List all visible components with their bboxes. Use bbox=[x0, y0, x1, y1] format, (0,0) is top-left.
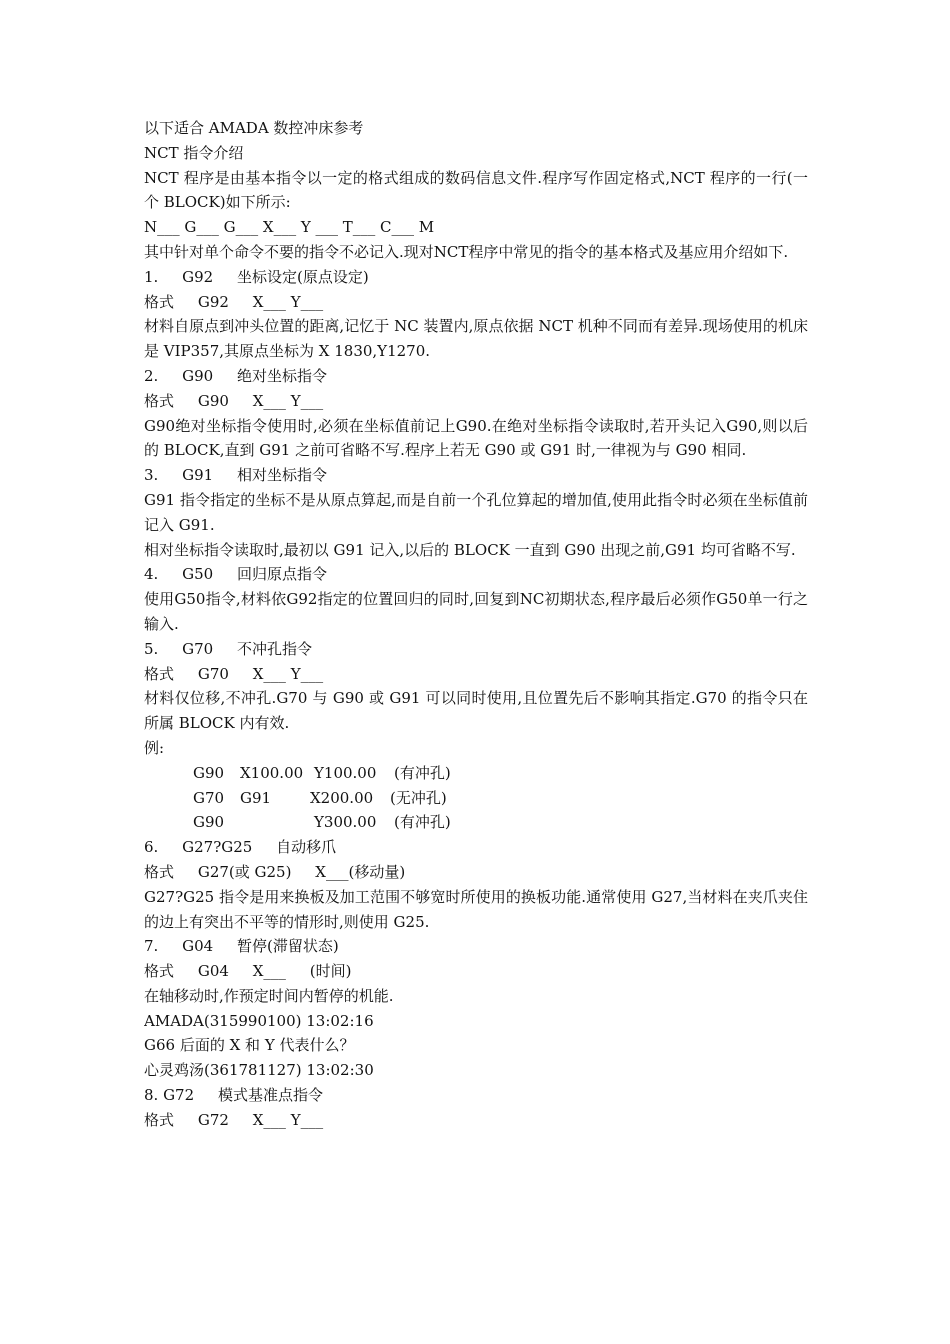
section-4-description: 使用G50指令,材料依G92指定的位置回归的同时,回复到NC初期状态,程序最后必须作G50单一行之输入. bbox=[144, 590, 808, 633]
section-6-title: 6. G27?G25 自动移爪 bbox=[144, 838, 337, 857]
intro-line: 以下适合 AMADA 数控冲床参考 bbox=[144, 119, 364, 137]
section-3-title: 3. G91 相对坐标指令 bbox=[144, 466, 328, 485]
section-2-format: 格式 G90 X___ Y___ bbox=[144, 391, 324, 410]
example-comment: (有冲孔) bbox=[394, 813, 451, 832]
example-cell: G90 bbox=[193, 813, 225, 832]
example-cell: Y100.00 bbox=[314, 763, 377, 782]
example-cell: Y300.00 bbox=[314, 813, 377, 832]
chat-header: 心灵鸡汤(361781127) 13:02:30 bbox=[144, 1061, 374, 1080]
chat-message: G66 后面的 X 和 Y 代表什么？ bbox=[144, 1036, 355, 1055]
section-8-title: 8. G72 模式基准点指令 bbox=[144, 1086, 323, 1105]
block-format-line: N___ G___ G___ X___ Y ___ T___ C___ M bbox=[144, 218, 435, 237]
section-1-description: 材料自原点到冲头位置的距离,记忆于 NC 装置内,原点依据 NCT 机种不同而有差异.现场使用的机床是 VIP357,其原点坐标为 X 1830,Y1270. bbox=[144, 317, 808, 361]
section-3-description-2: 相对坐标指令读取时,最初以 G91 记入,以后的 BLOCK 一直到 G90 出现之前,G91 均可省略不写. bbox=[144, 540, 796, 559]
note-paragraph: 其中针对单个命令不要的指令不必记入.现对NCT程序中常见的指令的基本格式及基应用介绍如下. bbox=[144, 242, 789, 261]
example-cell: X200.00 bbox=[310, 788, 374, 807]
section-2-title: 2. G90 绝对坐标指令 bbox=[144, 366, 328, 385]
document-heading: NCT 指令介绍 bbox=[144, 143, 244, 162]
example-label: 例: bbox=[144, 738, 165, 757]
document-body bbox=[144, 116, 808, 1133]
example-row bbox=[144, 786, 808, 811]
section-1-title: 1. G92 坐标设定(原点设定) bbox=[144, 267, 369, 286]
section-5-title: 5. G70 不冲孔指令 bbox=[144, 639, 313, 658]
section-5-format: 格式 G70 X___ Y___ bbox=[144, 664, 324, 683]
overview-paragraph: NCT 程序是由基本指令以一定的格式组成的数码信息文件.程序写作固定格式,NCT 程序的一行(一个 BLOCK)如下所示: bbox=[144, 168, 808, 212]
chat-header: AMADA(315990100) 13:02:16 bbox=[144, 1011, 374, 1030]
example-cell: G91 bbox=[240, 788, 272, 807]
section-8-format: 格式 G72 X___ Y___ bbox=[144, 1110, 324, 1129]
section-5-description: 材料仅位移,不冲孔.G70 与 G90 或 G91 可以同时使用,且位置先后不影响其指定.G70 的指令只在所属 BLOCK 内有效. bbox=[144, 689, 808, 733]
section-2-description: G90绝对坐标指令使用时,必须在坐标值前记上G90.在绝对坐标指令读取时,若开头记入G90,则以后的 BLOCK,直到 G91 之前可省略不写.程序上若无 G90 或 G91 时,一律视为与 G90 相同. bbox=[144, 416, 808, 460]
section-7-title: 7. G04 暂停(滞留状态) bbox=[144, 937, 339, 956]
section-4-title: 4. G50 回归原点指令 bbox=[144, 565, 328, 584]
section-6-format: 格式 G27(或 G25) X___(移动量) bbox=[144, 862, 406, 881]
example-comment: (有冲孔) bbox=[394, 763, 451, 782]
example-cell: G90 bbox=[193, 763, 225, 782]
example-comment: (无冲孔) bbox=[390, 788, 447, 807]
section-7-description: 在轴移动时,作预定时间内暂停的机能. bbox=[144, 986, 394, 1005]
example-row bbox=[144, 761, 808, 786]
section-6-description: G27?G25 指令是用来换板及加工范围不够宽时所使用的换板功能.通常使用 G27,当材料在夹爪夹住的边上有突出不平等的情形时,则使用 G25. bbox=[144, 887, 808, 931]
section-3-description-1: G91 指令指定的坐标不是从原点算起,而是自前一个孔位算起的增加值,使用此指令时必须在坐标值前记入 G91. bbox=[144, 490, 808, 534]
example-cell: G70 bbox=[193, 788, 225, 807]
section-7-format: 格式 G04 X___ (时间) bbox=[144, 962, 352, 981]
example-row bbox=[144, 810, 808, 835]
section-1-format: 格式 G92 X___ Y___ bbox=[144, 292, 324, 311]
example-cell: X100.00 bbox=[240, 763, 304, 782]
